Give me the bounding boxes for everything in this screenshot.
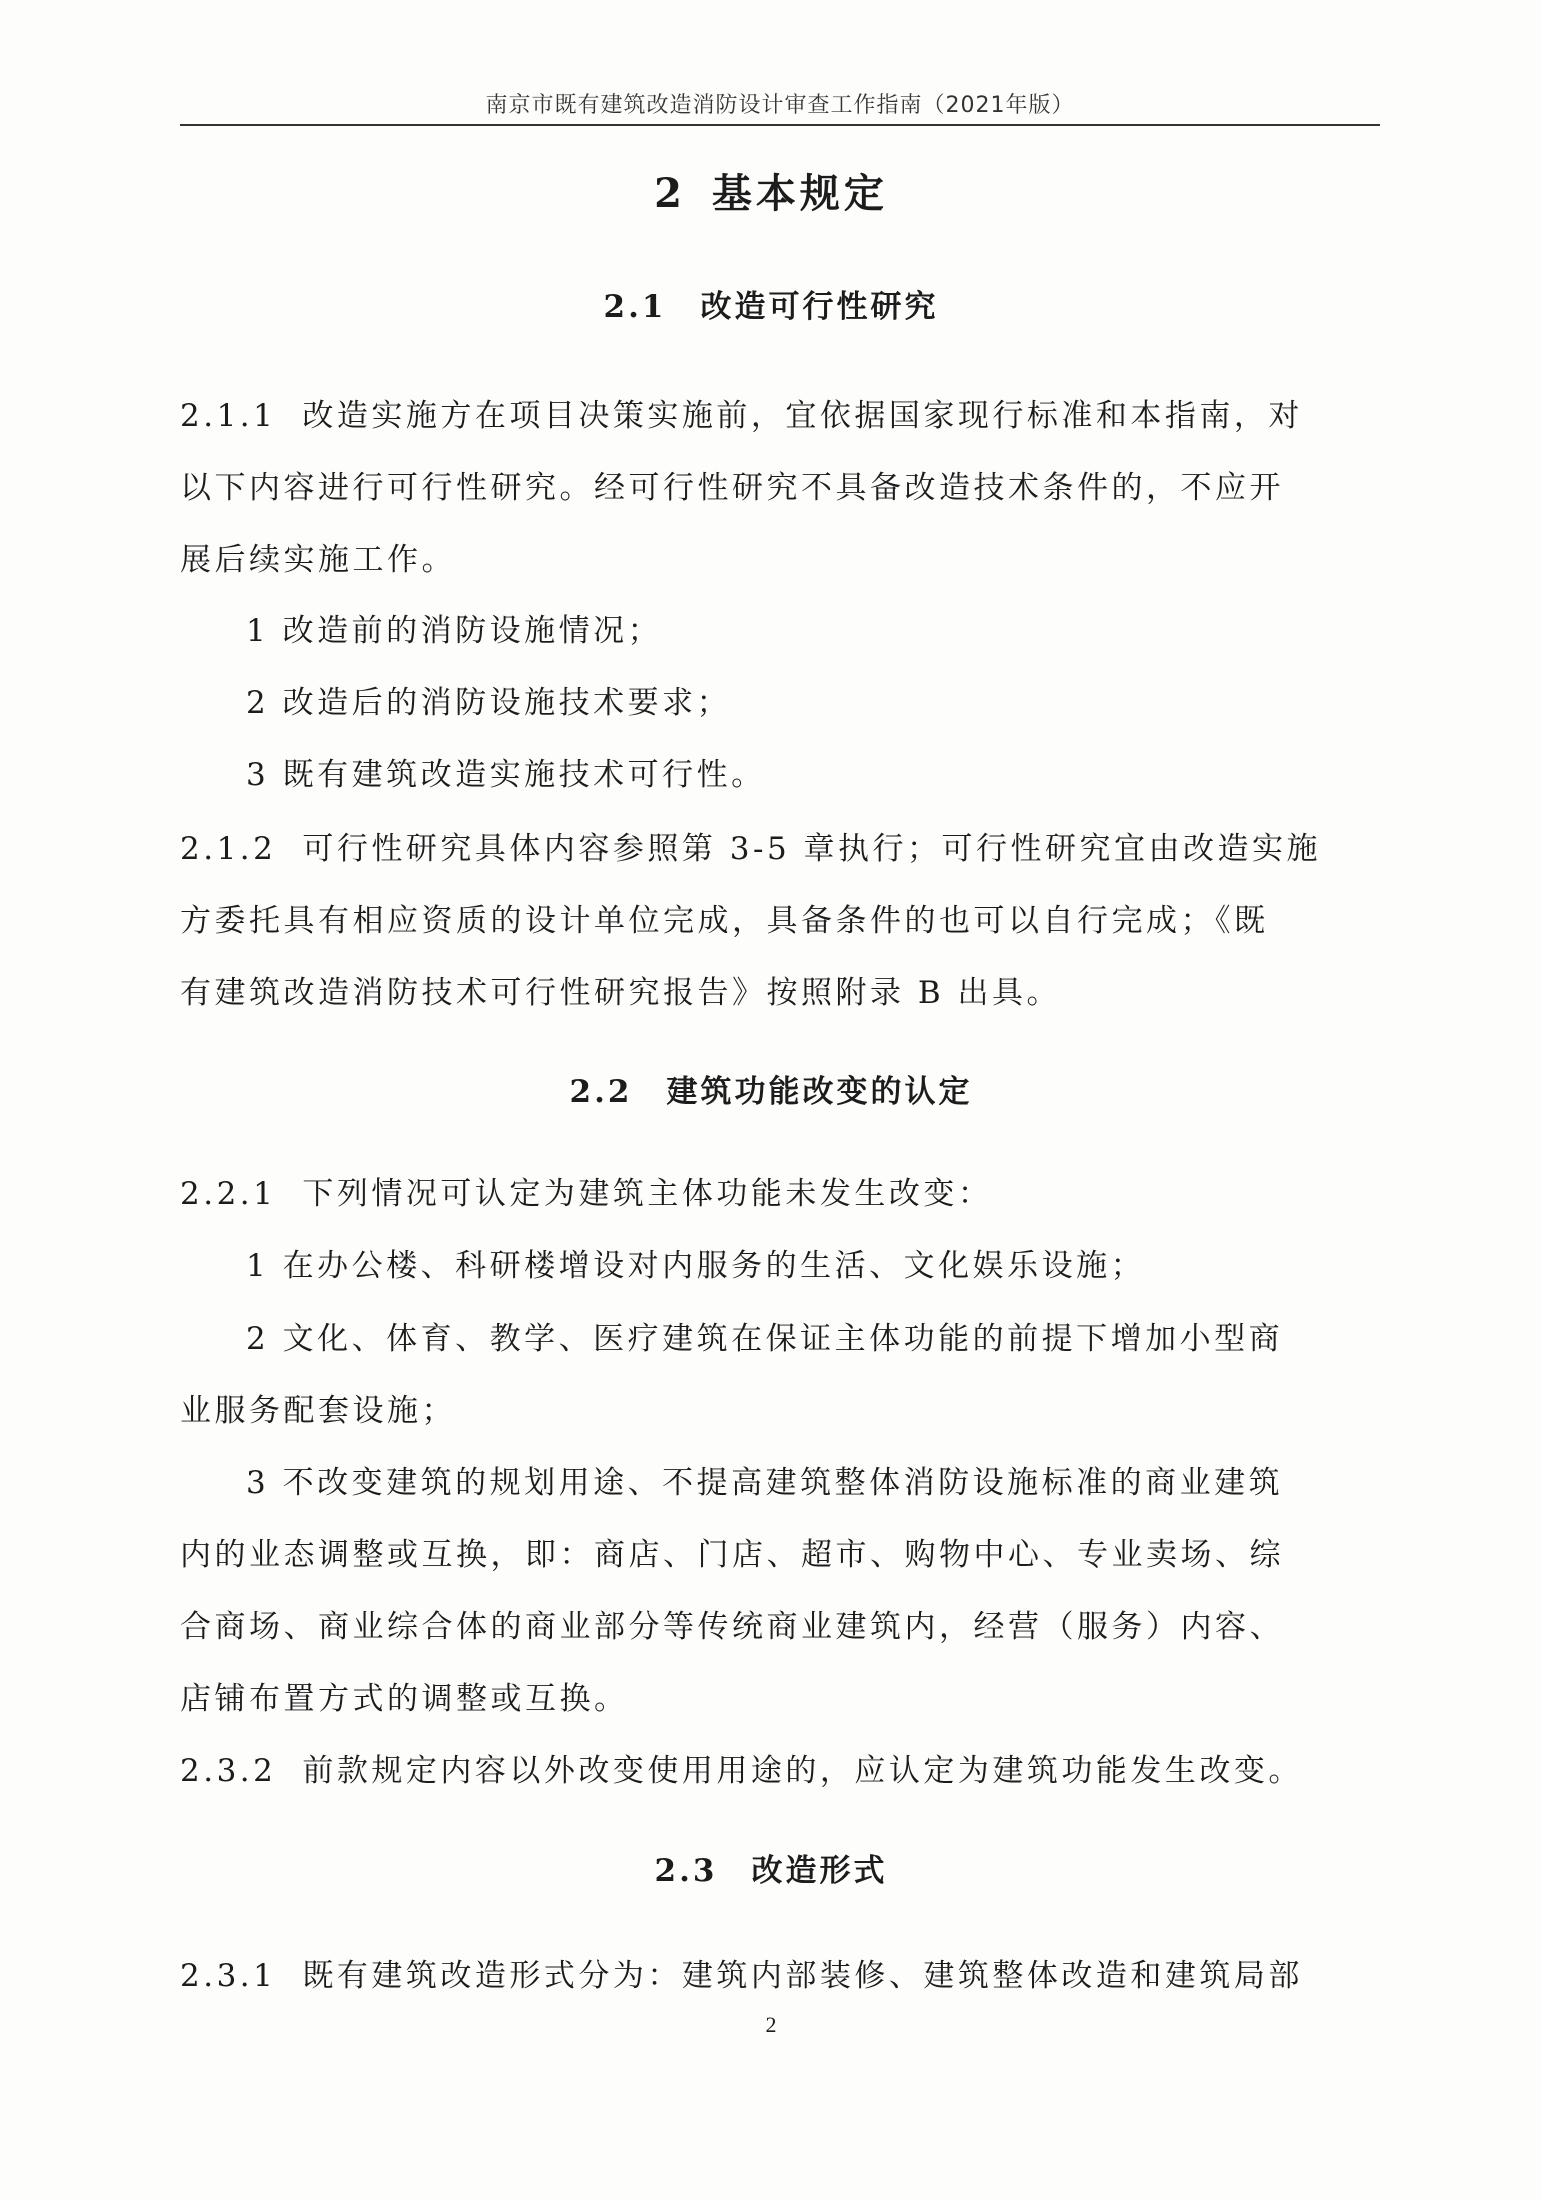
section-heading: 建筑功能改变的认定 bbox=[666, 1074, 973, 1110]
list-item: 3 既有建筑改造实施技术可行性。 bbox=[246, 757, 766, 793]
running-header: 南京市既有建筑改造消防设计审查工作指南（2021年版） bbox=[485, 93, 1075, 118]
text-line: 有建筑改造消防技术可行性研究报告》按照附录 B 出具。 bbox=[180, 975, 1061, 1011]
text-line: 方委托具有相应资质的设计单位完成，具备条件的也可以自行完成；《既 bbox=[180, 903, 1269, 939]
list-item: 1 在办公楼、科研楼增设对内服务的生活、文化娱乐设施； bbox=[246, 1248, 1146, 1284]
clause-number: 2.3.1 bbox=[180, 1958, 277, 1994]
text-line: 业服务配套设施； bbox=[180, 1393, 456, 1429]
clause-number: 2.1.1 bbox=[180, 398, 277, 434]
section-title-2-2 bbox=[0, 1066, 1542, 1111]
clause-number: 2.2.1 bbox=[180, 1176, 277, 1212]
clause-line bbox=[180, 1950, 1380, 1995]
list-item: 3 不改变建筑的规划用途、不提高建筑整体消防设施标准的商业建筑 bbox=[246, 1465, 1284, 1501]
clause-line bbox=[180, 1745, 1380, 1790]
section-heading: 改造可行性研究 bbox=[700, 289, 939, 325]
clause-text: 下列情况可认定为建筑主体功能未发生改变： bbox=[302, 1176, 993, 1212]
list-item: 1 改造前的消防设施情况； bbox=[246, 613, 663, 649]
section-title-2-1 bbox=[0, 281, 1542, 326]
clause-text: 改造实施方在项目决策实施前，宜依据国家现行标准和本指南，对 bbox=[302, 398, 1303, 434]
clause-number: 2.1.2 bbox=[180, 831, 277, 867]
clause-line bbox=[180, 1168, 1380, 1213]
clause-line bbox=[180, 823, 1380, 868]
section-number: 2.2 bbox=[569, 1074, 633, 1110]
text-line: 展后续实施工作。 bbox=[180, 542, 456, 578]
text-line: 内的业态调整或互换，即：商店、门店、超市、购物中心、专业卖场、综 bbox=[180, 1537, 1284, 1573]
page-number: 2 bbox=[765, 2012, 777, 2037]
clause-text: 可行性研究具体内容参照第 3-5 章执行；可行性研究宜由改造实施 bbox=[302, 831, 1322, 867]
section-number: 2.1 bbox=[603, 289, 667, 325]
clause-number: 2.3.2 bbox=[180, 1753, 277, 1789]
list-item: 2 文化、体育、教学、医疗建筑在保证主体功能的前提下增加小型商 bbox=[246, 1321, 1284, 1357]
text-line: 合商场、商业综合体的商业部分等传统商业建筑内，经营（服务）内容、 bbox=[180, 1609, 1284, 1645]
clause-line bbox=[180, 390, 1380, 435]
clause-text: 既有建筑改造形式分为：建筑内部装修、建筑整体改造和建筑局部 bbox=[302, 1958, 1303, 1994]
chapter-heading: 基本规定 bbox=[711, 170, 888, 217]
section-title-2-3 bbox=[0, 1845, 1542, 1890]
clause-text: 前款规定内容以外改变使用用途的，应认定为建筑功能发生改变。 bbox=[302, 1753, 1303, 1789]
section-heading: 改造形式 bbox=[751, 1853, 888, 1889]
list-item: 2 改造后的消防设施技术要求； bbox=[246, 685, 732, 721]
section-number: 2.3 bbox=[654, 1853, 718, 1889]
text-line: 以下内容进行可行性研究。经可行性研究不具备改造技术条件的，不应开 bbox=[180, 470, 1284, 506]
header-rule bbox=[180, 124, 1380, 126]
chapter-title bbox=[0, 162, 1542, 219]
chapter-number: 2 bbox=[654, 170, 686, 217]
text-line: 店铺布置方式的调整或互换。 bbox=[180, 1681, 629, 1717]
